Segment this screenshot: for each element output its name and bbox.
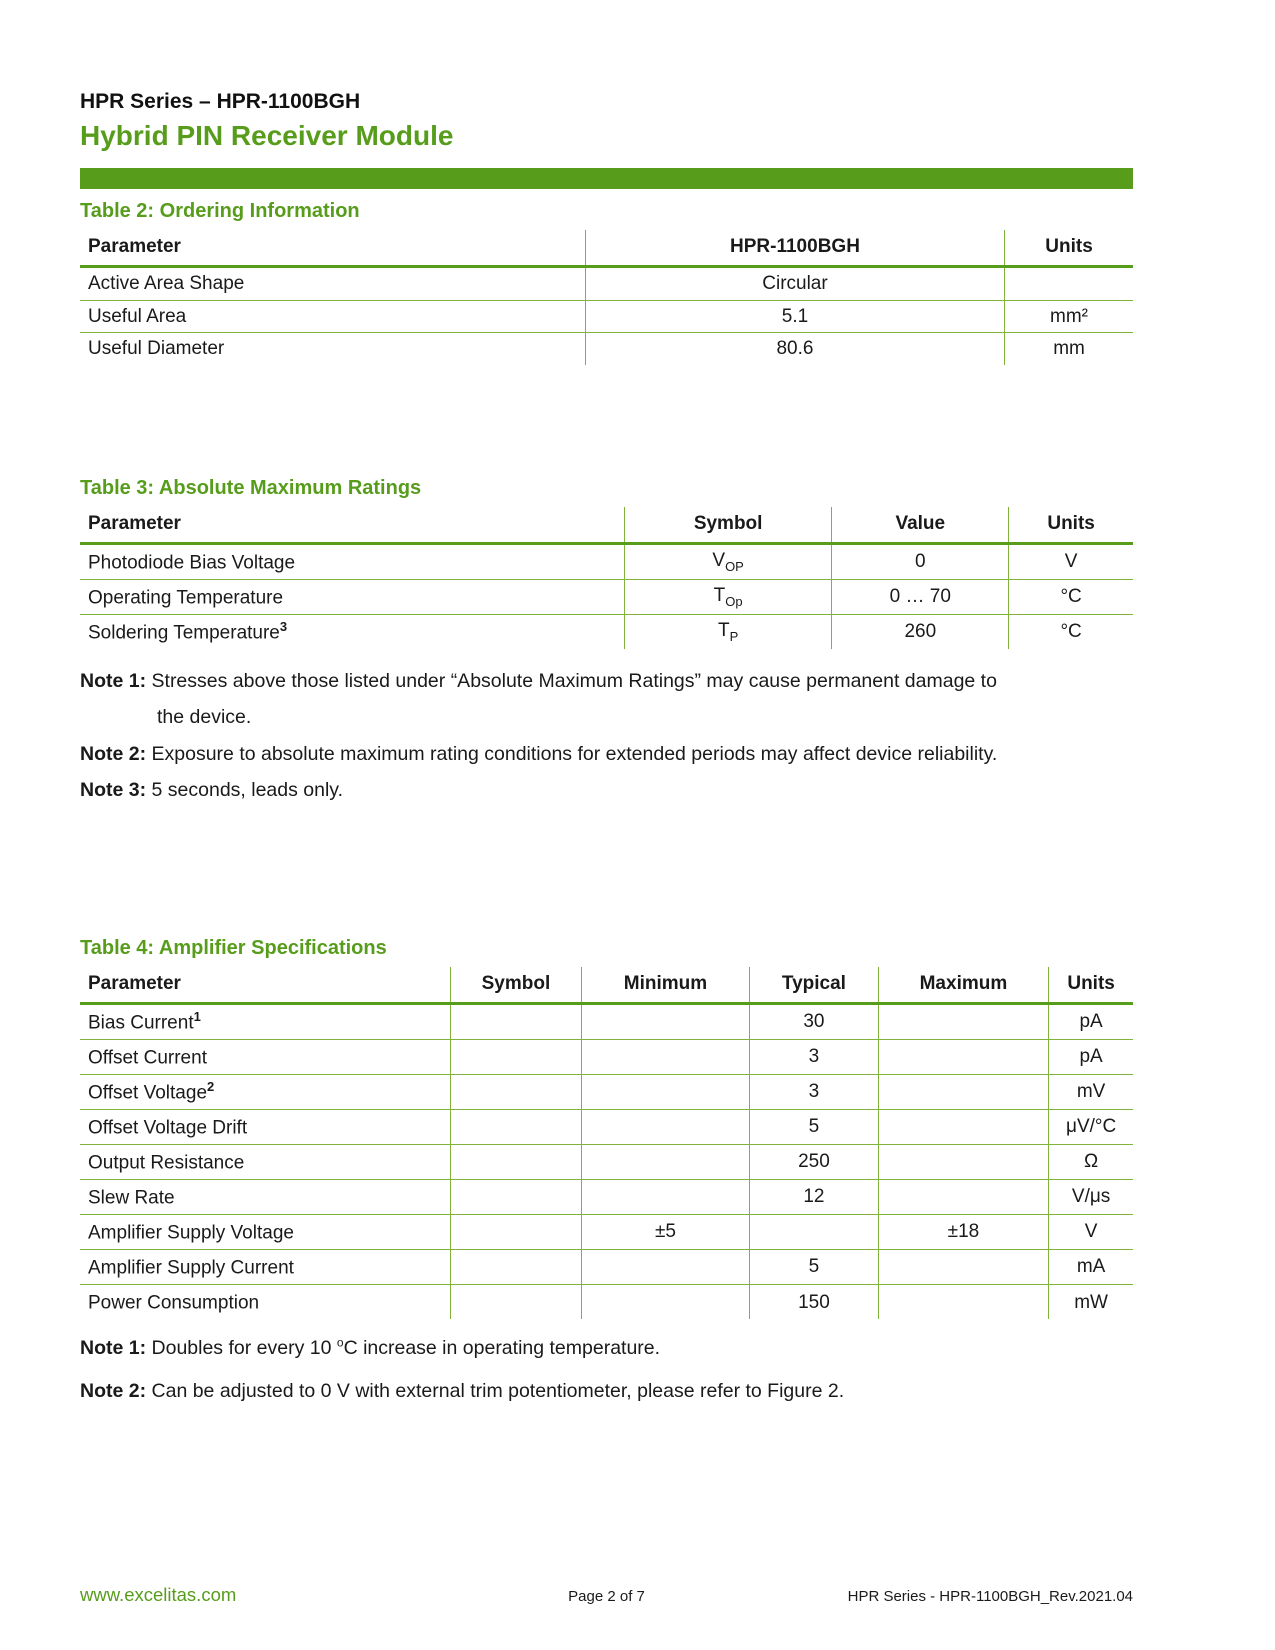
typical-cell: 250: [750, 1145, 878, 1180]
maximum-cell: [878, 1145, 1049, 1180]
units-cell: °C: [1009, 615, 1133, 650]
table-row: [80, 1180, 1133, 1215]
column-header-minimum: Minimum: [581, 967, 749, 1003]
note-text: Stresses above those listed under “Absolute Maximum Ratings” may cause permanent damage to: [151, 670, 997, 693]
column-header-parameter: Parameter: [80, 507, 624, 543]
table-header-row: [80, 230, 1133, 266]
amplifier-notes: [80, 1333, 1133, 1405]
parameter-cell: Power Consumption: [80, 1285, 451, 1320]
parameter-cell: Offset Voltage Drift: [80, 1109, 451, 1144]
column-header-typical: Typical: [750, 967, 878, 1003]
amplifier-table: [80, 967, 1133, 1320]
table-row: [80, 1003, 1133, 1039]
maximum-cell: ±18: [878, 1215, 1049, 1250]
column-header-parameter: Parameter: [80, 967, 451, 1003]
doc-header: [80, 90, 1133, 152]
note-text: Doubles for every 10: [151, 1337, 337, 1360]
table-row: [80, 1215, 1133, 1250]
typical-cell: 5: [750, 1250, 878, 1285]
footer-doc-ref: HPR Series - HPR-1100BGH_Rev.2021.04: [847, 1588, 1134, 1605]
parameter-cell: Offset Voltage$^2$: [80, 1074, 451, 1109]
maximum-cell: [878, 1285, 1049, 1320]
units-cell: Ω: [1049, 1145, 1133, 1180]
value-cell: Circular: [585, 266, 1004, 300]
table-header-row: [80, 507, 1133, 543]
units-cell: pA: [1049, 1039, 1133, 1074]
typical-cell: 30: [750, 1003, 878, 1039]
parameter-cell: Amplifier Supply Current: [80, 1250, 451, 1285]
parameter-cell: Offset Current: [80, 1039, 451, 1074]
typical-cell: 5: [750, 1109, 878, 1144]
minimum-cell: [581, 1180, 749, 1215]
units-cell: [1005, 266, 1133, 300]
column-header-value: Value: [832, 507, 1009, 543]
note-label: Note 3:: [80, 778, 147, 801]
table-row: [80, 333, 1133, 365]
parameter-cell: Slew Rate: [80, 1180, 451, 1215]
table-row: [80, 1074, 1133, 1109]
column-header-units: Units: [1005, 230, 1133, 266]
maximum-cell: [878, 1250, 1049, 1285]
table-row: [80, 543, 1133, 579]
typical-cell: [750, 1215, 878, 1250]
units-cell: mA: [1049, 1250, 1133, 1285]
value-cell: 5.1: [585, 300, 1004, 333]
units-cell: mm: [1005, 333, 1133, 365]
note-label: Note 2:: [80, 742, 147, 765]
units-cell: V: [1009, 543, 1133, 579]
degree-superscript: o: [336, 1335, 344, 1350]
table-row: [80, 1145, 1133, 1180]
symbol-cell: [451, 1109, 582, 1144]
symbol-cell: [451, 1285, 582, 1320]
symbol-cell: [451, 1215, 582, 1250]
column-header-parameter: Parameter: [80, 230, 585, 266]
units-cell: V: [1049, 1215, 1133, 1250]
minimum-cell: [581, 1074, 749, 1109]
parameter-cell: Operating Temperature: [80, 579, 624, 614]
table-row: [80, 1109, 1133, 1144]
minimum-cell: [581, 1003, 749, 1039]
units-cell: mW: [1049, 1285, 1133, 1320]
minimum-cell: [581, 1250, 749, 1285]
table-row: [80, 579, 1133, 614]
note: [80, 739, 1133, 769]
parameter-cell: Useful Area: [80, 300, 585, 333]
parameter-cell: Soldering Temperature$^3$: [80, 615, 624, 650]
table-row: [80, 1285, 1133, 1320]
amplifier-table-title: Table 4: Amplifier Specifications: [80, 936, 387, 959]
units-cell: mm²: [1005, 300, 1133, 333]
units-cell: mV: [1049, 1074, 1133, 1109]
parameter-cell: Useful Diameter: [80, 333, 585, 365]
typical-cell: 12: [750, 1180, 878, 1215]
units-cell: V/μs: [1049, 1180, 1133, 1215]
parameter-cell: Bias Current$^1$: [80, 1003, 451, 1039]
minimum-cell: ±5: [581, 1215, 749, 1250]
minimum-cell: [581, 1109, 749, 1144]
parameter-cell: Amplifier Supply Voltage: [80, 1215, 451, 1250]
note: [80, 1376, 1133, 1406]
note-continuation: the device.: [157, 706, 252, 729]
value-cell: 80.6: [585, 333, 1004, 365]
symbol-cell: [451, 1145, 582, 1180]
minimum-cell: [581, 1285, 749, 1320]
symbol-cell: $V_{OP}$: [624, 543, 831, 579]
table-row: [80, 1039, 1133, 1074]
ordering-table: [80, 230, 1133, 365]
parameter-cell: Output Resistance: [80, 1145, 451, 1180]
value-cell: 0: [832, 543, 1009, 579]
minimum-cell: [581, 1145, 749, 1180]
ordering-table-title: Table 2: Ordering Information: [80, 200, 360, 222]
symbol-cell: [451, 1039, 582, 1074]
units-cell: μV/°C: [1049, 1109, 1133, 1144]
column-header-symbol: Symbol: [624, 507, 831, 543]
units-cell: °C: [1009, 579, 1133, 614]
note-text: C increase in operating temperature.: [343, 1337, 661, 1360]
note-label: Note 1:: [80, 1337, 147, 1360]
value-cell: 260: [832, 615, 1009, 650]
maximum-cell: [878, 1074, 1049, 1109]
symbol-cell: [451, 1180, 582, 1215]
table-header-row: [80, 967, 1133, 1003]
absmax-table: [80, 507, 1133, 649]
typical-cell: 3: [750, 1074, 878, 1109]
column-header-units: Units: [1049, 967, 1133, 1003]
typical-cell: 3: [750, 1039, 878, 1074]
product-title: Hybrid PIN Receiver Module: [80, 120, 454, 151]
symbol-cell: $T_P$: [624, 615, 831, 650]
maximum-cell: [878, 1039, 1049, 1074]
note: [80, 1333, 1133, 1363]
maximum-cell: [878, 1109, 1049, 1144]
note: [80, 666, 1133, 696]
symbol-cell: [451, 1074, 582, 1109]
note-text: 5 seconds, leads only.: [151, 778, 344, 801]
column-header-maximum: Maximum: [878, 967, 1049, 1003]
typical-cell: 150: [750, 1285, 878, 1320]
note-label: Note 2:: [80, 1379, 147, 1402]
units-cell: pA: [1049, 1003, 1133, 1039]
maximum-cell: [878, 1180, 1049, 1215]
note-label: Note 1:: [80, 670, 147, 693]
table-row: [80, 266, 1133, 300]
column-header-units: Units: [1009, 507, 1133, 543]
absmax-notes: [80, 666, 1133, 805]
footer-page-number: Page 2 of 7: [568, 1588, 645, 1605]
note-text: Exposure to absolute maximum rating conditions for extended periods may affect device reliability.: [151, 742, 998, 765]
table-row: [80, 300, 1133, 333]
value-cell: 0 … 70: [832, 579, 1009, 614]
footer: [80, 1584, 1133, 1606]
parameter-cell: Photodiode Bias Voltage: [80, 543, 624, 579]
minimum-cell: [581, 1039, 749, 1074]
symbol-cell: [451, 1003, 582, 1039]
table-row: [80, 1250, 1133, 1285]
series-title: HPR Series – HPR-1100BGH: [80, 90, 361, 113]
symbol-cell: $T_{Op}$: [624, 579, 831, 614]
divider-banner: [80, 168, 1133, 189]
maximum-cell: [878, 1003, 1049, 1039]
absmax-table-title: Table 3: Absolute Maximum Ratings: [80, 477, 422, 500]
column-header-symbol: Symbol: [451, 967, 582, 1003]
note-text: Can be adjusted to 0 V with external trim potentiometer, please refer to Figure 2.: [151, 1379, 845, 1402]
parameter-cell: Active Area Shape: [80, 266, 585, 300]
note: [80, 775, 1133, 805]
footer-website-link[interactable]: www.excelitas.com: [80, 1584, 237, 1605]
symbol-cell: [451, 1250, 582, 1285]
table-row: [80, 615, 1133, 650]
column-header-model: HPR-1100BGH: [585, 230, 1004, 266]
